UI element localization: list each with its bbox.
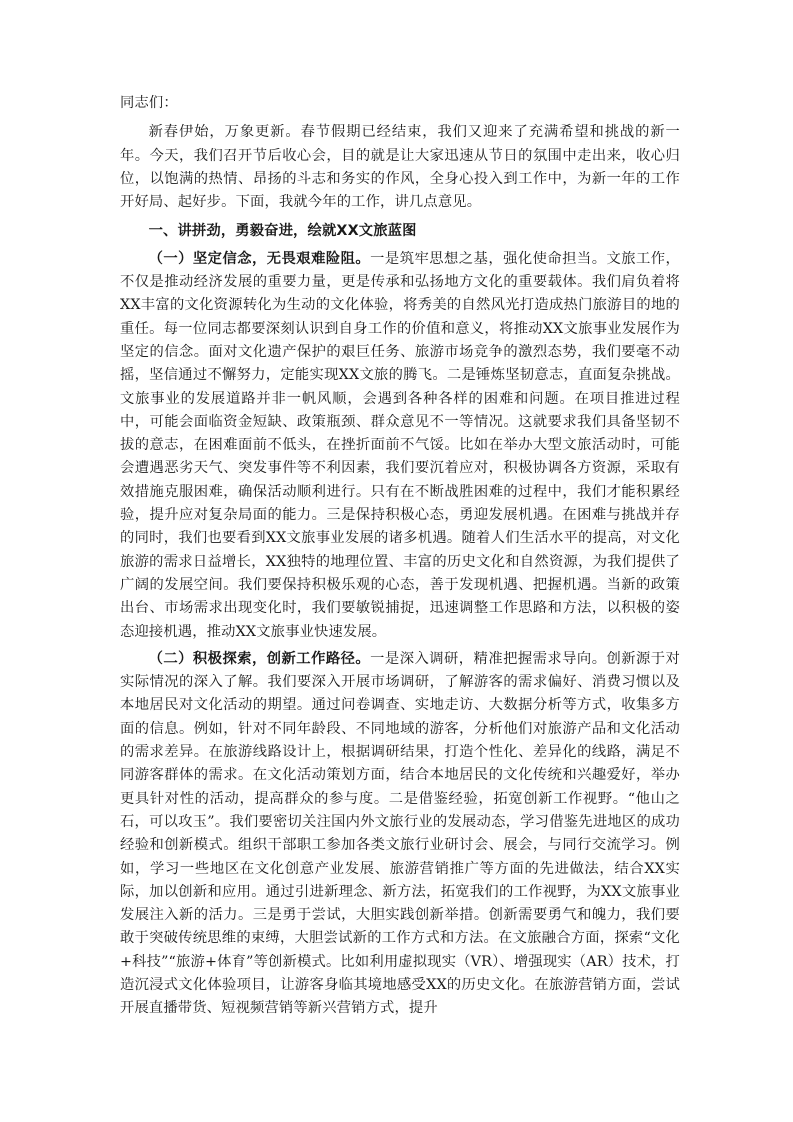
salutation: 同志们：: [120, 95, 178, 111]
subsection-1-body: 一是筑牢思想之基，强化使命担当。文旅工作，不仅是推动经济发展的重要力量，更是传承和弘扬地方文化的重要载体。我们肩负着将XX丰富的文化资源转化为生动的文化体验，将秀美的自然风光打造成热门旅游目的地的重任。每一位同志都要深刻认识到自身工作的价值和意义，将推动XX文旅事业发展作为坚定的信念。面对文化遗产保护的艰巨任务、旅游市场竞争的激烈态势，我们要毫不动摇，坚信通过不懈努力，定能实现XX文旅的腾飞。二是锤炼坚韧意志，直面复杂挑战。文旅事业的发展道路并非一帆风顺，会遇到各种各样的困难和问题。在项目推进过程中，可能会面临资金短缺、政策瓶颈、群众意见不一等情况。这就要求我们具备坚韧不拔的意志，在困难面前不低头，在挫折面前不气馁。比如在举办大型文旅活动时，可能会遭遇恶劣天气、突发事件等不利因素，我们要沉着应对，积极协调各方资源，采取有效措施克服困难，确保活动顺利进行。只有在不断战胜困难的过程中，我们才能积累经验，提升应对复杂局面的能力。三是保持积极心态，勇迎发展机遇。在困难与挑战并存的同时，我们也要看到XX文旅事业发展的诸多机遇。随着人们生活水平的提高，对文化旅游的需求日益增长，XX独特的地理位置、丰富的历史文化和自然资源，为我们提供了广阔的发展空间。我们要保持积极乐观的心态，善于发现机遇、把握机遇。当新的政策出台、市场需求出现变化时，我们要敏锐捕捉，迅速调整工作思路和方法，以积极的姿态迎接机遇，推动XX文旅事业快速发展。: [120, 250, 681, 640]
subsection-2-paragraph: [120, 648, 680, 1021]
subsection-1-lead: （一）坚定信念，无畏艰难险阻。: [148, 250, 371, 267]
document-page: [120, 92, 680, 1021]
subsection-2-lead: （二）积极探索，创新工作路径。: [148, 650, 371, 667]
intro-paragraph: 新春伊始，万象更新。春节假期已经结束，我们又迎来了充满希望和挑战的新一年。今天，我们召开节后收心会，目的就是让大家迅速从节日的氛围中走出来，收心归位，以饱满的热情、昂扬的斗志和务实的作风，全身心投入到工作中，为新一年的工作开好局、起好步。下面，我就今年的工作，讲几点意见。: [120, 124, 680, 211]
section-1-heading: 一、讲拼劲，勇毅奋进，绘就XX文旅蓝图: [148, 223, 417, 240]
subsection-1-paragraph: [120, 248, 680, 644]
subsection-2-body: 一是深入调研，精准把握需求导向。创新源于对实际情况的深入了解。我们要深入开展市场调研，了解游客的需求偏好、消费习惯以及本地居民对文化活动的期望。通过问卷调查、实地走访、大数据分析等方式，收集多方面的信息。例如，针对不同年龄段、不同地域的游客，分析他们对旅游产品和文化活动的需求差异。在旅游线路设计上，根据调研结果，打造个性化、差异化的线路，满足不同游客群体的需求。在文化活动策划方面，结合本地居民的文化传统和兴趣爱好，举办更具针对性的活动，提高群众的参与度。二是借鉴经验，拓宽创新工作视野。“他山之石，可以攻玉”。我们要密切关注国内外文旅行业的发展动态，学习借鉴先进地区的成功经验和创新模式。组织干部职工参加各类文旅行业研讨会、展会，与同行交流学习。例如，学习一些地区在文化创意产业发展、旅游营销推广等方面的先进做法，结合XX实际，加以创新和应用。通过引进新理念、新方法，拓宽我们的工作视野，为XX文旅事业发展注入新的活力。三是勇于尝试，大胆实践创新举措。创新需要勇气和魄力，我们要敢于突破传统思维的束缚，大胆尝试新的工作方式和方法。在文旅融合方面，探索“文化+科技”“旅游+体育”等创新模式。比如利用虚拟现实（VR）、增强现实（AR）技术，打造沉浸式文化体验项目，让游客身临其境地感受XX的历史文化。在旅游营销方面，尝试开展直播带货、短视频营销等新兴营销方式，提升: [120, 650, 681, 1017]
